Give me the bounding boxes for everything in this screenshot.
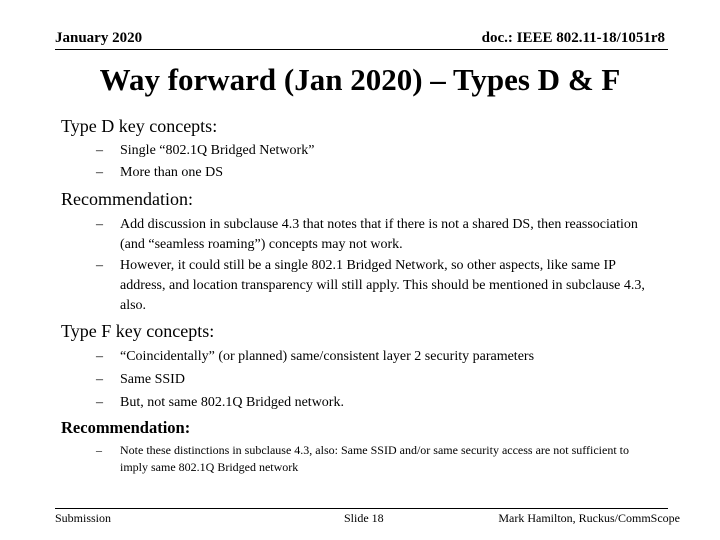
bullet-text: But, not same 802.1Q Bridged network. bbox=[120, 395, 344, 410]
footer-rule bbox=[55, 508, 668, 509]
bullet-dash: – bbox=[96, 258, 103, 273]
bullet-text: Same SSID bbox=[120, 372, 185, 387]
rec1-bullet-2 bbox=[96, 256, 656, 316]
footer-slide-number: Slide 18 bbox=[344, 511, 384, 525]
type-d-bullet-2 bbox=[96, 163, 656, 183]
bullet-dash: – bbox=[96, 217, 103, 232]
type-f-bullet-1 bbox=[96, 347, 656, 367]
recommendation-heading-2: Recommendation: bbox=[61, 418, 191, 437]
bullet-dash: – bbox=[96, 372, 103, 387]
type-f-bullet-2 bbox=[96, 370, 656, 390]
bullet-text: Single “802.1Q Bridged Network” bbox=[120, 143, 315, 158]
type-f-bullet-3 bbox=[96, 393, 656, 413]
header-rule bbox=[55, 49, 668, 50]
bullet-dash: – bbox=[96, 349, 103, 364]
header-date: January 2020 bbox=[55, 30, 143, 46]
footer-submission: Submission bbox=[55, 511, 112, 525]
rec1-bullet-1 bbox=[96, 215, 656, 255]
bullet-text: Add discussion in subclause 4.3 that notes that if there is not a shared DS, then reassociation (and “seamless roaming”) concepts may not work. bbox=[120, 217, 638, 252]
slide-title: Way forward (Jan 2020) – Types D & F bbox=[99, 62, 621, 97]
bullet-text: More than one DS bbox=[120, 165, 224, 180]
type-d-bullet-1 bbox=[96, 141, 656, 161]
bullet-dash: – bbox=[96, 165, 103, 180]
bullet-dash: – bbox=[96, 395, 103, 410]
rec2-bullet-1 bbox=[96, 442, 656, 476]
type-f-heading: Type F key concepts: bbox=[61, 321, 215, 341]
bullet-dash: – bbox=[96, 143, 103, 158]
bullet-text: However, it could still be a single 802.1 Bridged Network, so other aspects, like same IP address, and location transparency will still apply. This should be mentioned in subclause 4.3, also. bbox=[120, 258, 645, 313]
footer-author: Mark Hamilton, Ruckus/CommScope bbox=[498, 511, 680, 525]
bullet-dash: – bbox=[96, 443, 102, 457]
bullet-text: Note these distinctions in subclause 4.3, also: Same SSID and/or same security access are not sufficient to imply same 802.1Q Bridged network bbox=[120, 443, 629, 474]
header-doc-id: doc.: IEEE 802.11-18/1051r8 bbox=[481, 30, 665, 46]
recommendation-heading-1: Recommendation: bbox=[61, 189, 193, 209]
bullet-text: “Coincidentally” (or planned) same/consistent layer 2 security parameters bbox=[120, 349, 535, 364]
type-d-heading: Type D key concepts: bbox=[61, 116, 218, 136]
